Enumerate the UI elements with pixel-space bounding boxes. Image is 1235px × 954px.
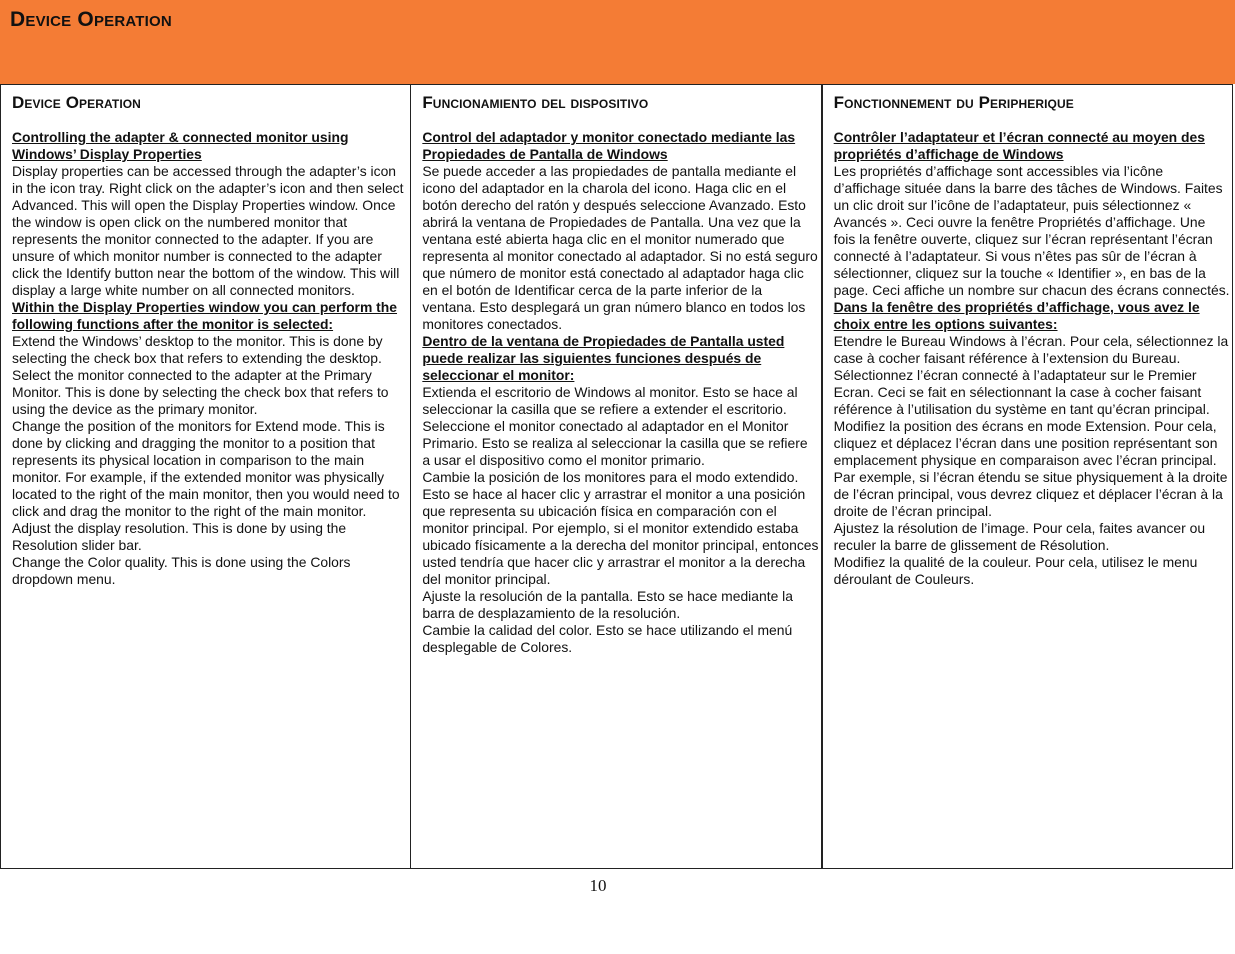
section-heading: Dentro de la ventana de Propiedades de Pantalla usted puede realizar las siguientes funciones después de seleccionar el monitor: xyxy=(422,333,785,383)
paragraph: Modifiez la qualité de la couleur. Pour cela, utilisez le menu déroulant de Couleurs. xyxy=(833,554,1198,587)
paragraph: Extienda el escritorio de Windows al monitor. Esto se hace al seleccionar la casilla que se refiere a extender el escritorio. xyxy=(422,384,798,417)
paragraph: Cambie la posición de los monitores para el modo extendido. Esto se hace al hacer clic y arrastrar el monitor a una posición que representa su ubicación física en comparación con el monitor principal. Por ejemplo, si el monitor extendido estaba ubicado físicamente a la derecha del monitor principal, entonces usted tendría que hacer clic y arrastrar el monitor a la derecha del monitor principal. xyxy=(422,469,819,587)
page-header-bar xyxy=(0,0,1235,84)
paragraph: Etendre le Bureau Windows à l’écran. Pour cela, sélectionnez la case à cocher faisant référence à l’extension du Bureau. xyxy=(833,333,1229,366)
section-heading: Within the Display Properties window you can perform the following functions after the monitor is selected: xyxy=(12,299,398,332)
three-column-table xyxy=(0,84,1233,869)
paragraph: Adjust the display resolution. This is done by using the Resolution slider bar. xyxy=(12,520,347,553)
paragraph: Se puede acceder a las propiedades de pantalla mediante el icono del adaptador en la charola del icono. Haga clic en el botón derecho del ratón y después seleccione Avanzado. Esto abrirá la ventana de Propiedades de Pantalla. Una vez que la ventana esté abierta haga clic en el monitor numerado que representa al monitor conectado al adaptador. Si no está seguro que número de monitor está conectado al adaptador haga clic en el botón de Identificar cerca de la parte inferior de la ventana. Esto desplegará un gran número blanco en todos los monitores conectados. xyxy=(422,163,818,332)
column-spanish xyxy=(410,85,820,868)
paragraph: Change the Color quality. This is done using the Colors dropdown menu. xyxy=(12,554,351,587)
paragraph: Ajuste la resolución de la pantalla. Esto se hace mediante la barra de desplazamiento de la resolución. xyxy=(422,588,793,621)
paragraph: Cambie la calidad del color. Esto se hace utilizando el menú desplegable de Colores. xyxy=(422,622,793,655)
paragraph: Extend the Windows’ desktop to the monitor. This is done by selecting the check box that refers to extending the desktop. xyxy=(12,333,383,366)
paragraph: Change the position of the monitors for Extend mode. This is done by clicking and dragging the monitor to a position that represents its physical location in comparison to the main monitor. For example, if the extended monitor was physically located to the right of the main monitor, then you would need to click and drag the monitor to the right of the main monitor. xyxy=(12,418,400,519)
column-french xyxy=(821,85,1232,868)
paragraph: Select the monitor connected to the adapter at the Primary Monitor. This is done by selecting the check box that refers to using the device as the primary monitor. xyxy=(12,367,389,417)
paragraph: Ajustez la résolution de l’image. Pour cela, faites avancer ou reculer la barre de glissement de Résolution. xyxy=(833,520,1206,553)
section-heading: Controlling the adapter & connected monitor using Windows’ Display Properties xyxy=(12,129,349,162)
column-body xyxy=(834,129,1230,588)
paragraph: Sélectionnez l’écran connecté à l’adaptateur sur le Premier Ecran. Ceci se fait en sélectionnant la case à cocher faisant référence à l’utilisation du système en tant qu’écran principal. xyxy=(833,367,1210,417)
paragraph: Display properties can be accessed through the adapter’s icon in the icon tray. Right click on the adapter’s icon and then select Advanced. This will open the Display Properties window. Once the window is open click on the numbered monitor that represents the monitor connected to the adapter. If you are unsure of which monitor number is connected to the adapter click the Identify button near the bottom of the window. This will display a large white number on all connected monitors. xyxy=(12,163,404,298)
column-english xyxy=(1,85,410,868)
paragraph: Modifiez la position des écrans en mode Extension. Pour cela, cliquez et déplacez l’écran dans une position représentant son emplacement physique en comparaison avec l’écran principal. Par exemple, si l’écran étendu se situe physiquement à la droite de l’écran principal, vous devrez cliquez et déplacer l’écran à la droite de l’écran principal. xyxy=(833,418,1228,519)
paragraph: Les propriétés d’affichage sont accessibles via l’icône d’affichage située dans la barre des tâches de Windows. Faites un clic droit sur l’icône de l’adaptateur, puis sélectionnez « Avancés ». Ceci ouvre la fenêtre Propriétés d’affichage. Une fois la fenêtre ouverte, cliquez sur l’écran représentant l’écran connecté à l’adaptateur. Si vous n’êtes pas sûr de l’écran à sélectionner, cliquez sur la touche « Identifier », en bas de la page. Ceci affiche un nombre sur chacun des écrans connectés. xyxy=(833,163,1230,298)
column-title: Funcionamiento del dispositivo xyxy=(422,93,649,112)
column-body xyxy=(422,129,818,656)
section-heading: Control del adaptador y monitor conectado mediante las Propiedades de Pantalla de Windows xyxy=(422,129,796,162)
column-title: Device Operation xyxy=(12,93,141,112)
paragraph: Seleccione el monitor conectado al adaptador en el Monitor Primario. Esto se realiza al seleccionar la casilla que se refiere a usar el dispositivo como el monitor primario. xyxy=(422,418,808,468)
page-header-title: Device Operation xyxy=(10,8,172,31)
column-title: Fonctionnement du Peripherique xyxy=(833,93,1074,112)
page-number: 10 xyxy=(589,876,607,895)
column-body xyxy=(12,129,408,588)
section-heading: Dans la fenêtre des propriétés d’affichage, vous avez le choix entre les options suivantes: xyxy=(833,299,1200,332)
section-heading: Contrôler l’adaptateur et l’écran connecté au moyen des propriétés d’affichage de Windows xyxy=(833,129,1205,162)
